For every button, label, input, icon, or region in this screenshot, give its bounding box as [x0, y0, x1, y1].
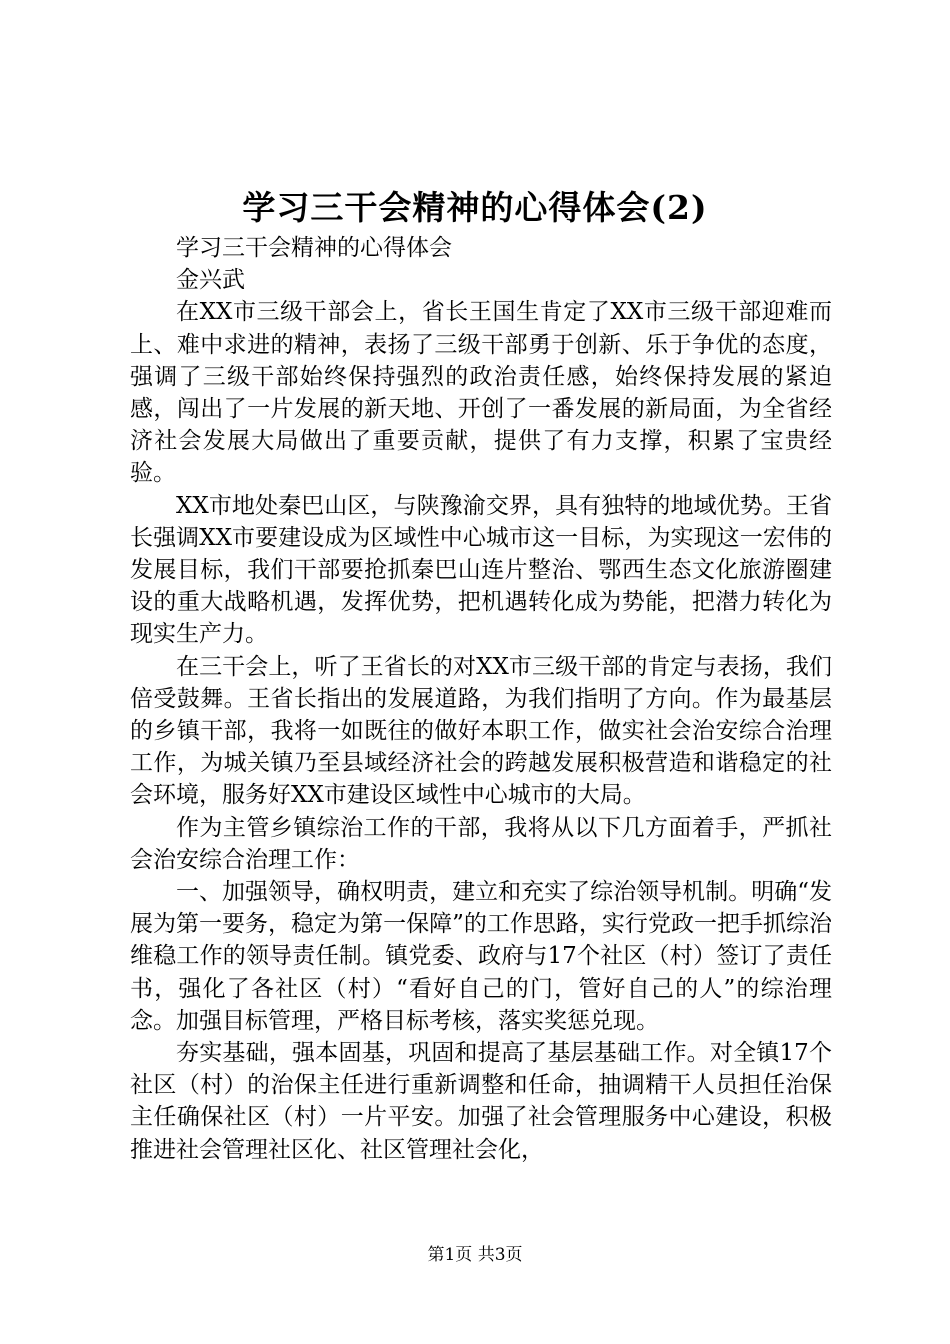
- paragraph: 在三干会上，听了王省长的对XX市三级干部的肯定与表扬，我们倍受鼓舞。王省长指出的发展道路，为我们指明了方向。作为最基层的乡镇干部，我将一如既往的做好本职工作，做实社会治安综合治理工作，为城关镇乃至县域经济社会的跨越发展积极营造和谐稳定的社会环境，服务好XX市建设区域性中心城市的大局。: [130, 653, 832, 809]
- paragraph: 作为主管乡镇综治工作的干部，我将从以下几方面着手，严抓社会治安综合治理工作：: [130, 814, 832, 873]
- paragraph: 一、加强领导，确权明责，建立和充实了综治领导机制。明确“发展为第一要务，稳定为第一保障”的工作思路，实行党政一把手抓综治维稳工作的领导责任制。镇党委、政府与17个社区（村）签订了责任书，强化了各社区（村）“看好自己的门，管好自己的人”的综治理念。加强目标管理，严格目标考核，落实奖惩兑现。: [130, 879, 832, 1034]
- paragraph: XX市地处秦巴山区，与陕豫渝交界，具有独特的地域优势。王省长强调XX市要建设成为区域性中心城市这一目标，为实现这一宏伟的发展目标，我们干部要抢抓秦巴山连片整治、鄂西生态文化旅游圈建设的重大战略机遇，发挥优势，把机遇转化成为势能，把潜力转化为现实生产力。: [130, 492, 832, 648]
- document-title: 学习三干会精神的心得体会(2): [242, 188, 708, 227]
- document-subtitle: 学习三干会精神的心得体会: [176, 235, 452, 261]
- paragraph: 在XX市三级干部会上，省长王国生肯定了XX市三级干部迎难而上、难中求进的精神，表扬了三级干部勇于创新、乐于争优的态度，强调了三级干部始终保持强烈的政治责任感，始终保持发展的紧迫感，闯出了一片发展的新天地、开创了一番发展的新局面，为全省经济社会发展大局做出了重要贡献，提供了有力支撑，积累了宝贵经验。: [130, 299, 832, 487]
- page-footer: 第1页 共3页: [427, 1245, 523, 1265]
- document-author: 金兴武: [176, 267, 245, 294]
- document-body: [130, 232, 832, 1166]
- paragraph: 夯实基础，强本固基，巩固和提高了基层基础工作。对全镇17个社区（村）的治保主任进行重新调整和任命，抽调精干人员担任治保主任确保社区（村）一片平安。加强了社会管理服务中心建设，积极推进社会管理社区化、社区管理社会化，: [130, 1040, 832, 1163]
